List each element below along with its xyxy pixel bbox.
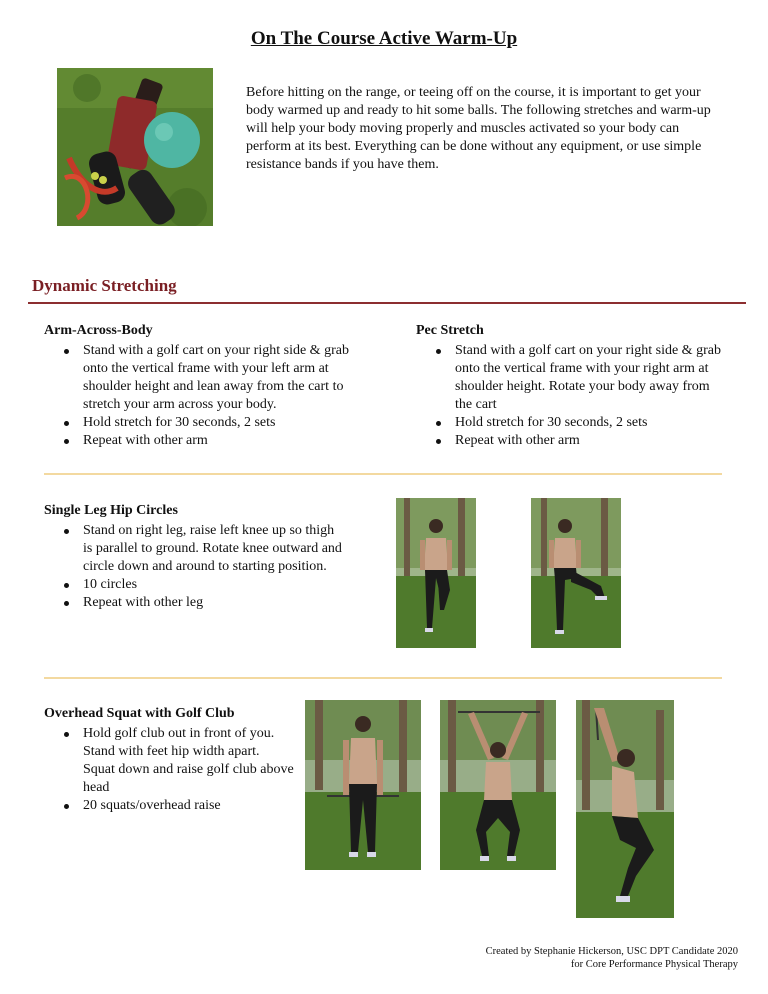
list-item: Hold golf club out in front of you. Stand with feet hip width apart. Squat down and raise golf club above head xyxy=(64,725,294,797)
exercise-single-leg-hip-circles xyxy=(44,503,344,612)
list-item: Repeat with other leg xyxy=(64,594,344,612)
list-item: Hold stretch for 30 seconds, 2 sets xyxy=(64,414,374,432)
exercise-title: Single Leg Hip Circles xyxy=(44,503,178,518)
hip-circles-photo-2 xyxy=(531,498,621,648)
hip-circles-photo-1 xyxy=(396,498,476,648)
list-item: Hold stretch for 30 seconds, 2 sets xyxy=(436,414,726,432)
list-item: Repeat with other arm xyxy=(436,432,726,450)
exercise-steps xyxy=(44,522,344,612)
page-title: On The Course Active Warm-Up xyxy=(250,28,518,49)
divider xyxy=(44,677,722,679)
list-item: 10 circles xyxy=(64,576,344,594)
exercise-title: Overhead Squat with Golf Club xyxy=(44,706,235,721)
credit-line-2: for Core Performance Physical Therapy xyxy=(570,959,738,970)
exercise-pec-stretch xyxy=(416,323,726,450)
exercise-title: Arm-Across-Body xyxy=(44,323,153,338)
squat-photo-1 xyxy=(305,700,421,870)
squat-photo-3 xyxy=(576,700,674,918)
section-divider xyxy=(28,302,746,304)
section-heading: Dynamic Stretching xyxy=(32,276,177,295)
exercise-title: Pec Stretch xyxy=(416,323,484,338)
equipment-photo xyxy=(57,68,213,226)
list-item: 20 squats/overhead raise xyxy=(64,797,294,815)
credit-footer xyxy=(486,945,738,971)
squat-photo-2 xyxy=(440,700,556,870)
list-item: Stand on right leg, raise left knee up so thigh is parallel to ground. Rotate knee outward and circle down and around to starting position. xyxy=(64,522,344,576)
intro-paragraph: Before hitting on the range, or teeing off on the course, it is important to get your body warmed up and ready to hit some balls. The following stretches and warm-up will help your body moving properly and muscles activated so your body can perform at its best. Everything can be done without any equipment, or use simple resistance bands if you have them. xyxy=(246,85,711,172)
exercise-steps xyxy=(44,342,374,450)
credit-line-1: Created by Stephanie Hickerson, USC DPT Candidate 2020 xyxy=(485,946,738,957)
list-item: Repeat with other arm xyxy=(64,432,374,450)
list-item: Stand with a golf cart on your right side & grab onto the vertical frame with your left arm at shoulder height and lean away from the cart to stretch your arm across your body. xyxy=(64,342,374,414)
exercise-overhead-squat xyxy=(44,706,294,815)
exercise-arm-across-body xyxy=(44,323,374,450)
divider xyxy=(44,473,722,475)
exercise-steps xyxy=(44,725,294,815)
list-item: Stand with a golf cart on your right side & grab onto the vertical frame with your right arm at shoulder height. Rotate your body away from the cart xyxy=(436,342,726,414)
exercise-steps xyxy=(416,342,726,450)
